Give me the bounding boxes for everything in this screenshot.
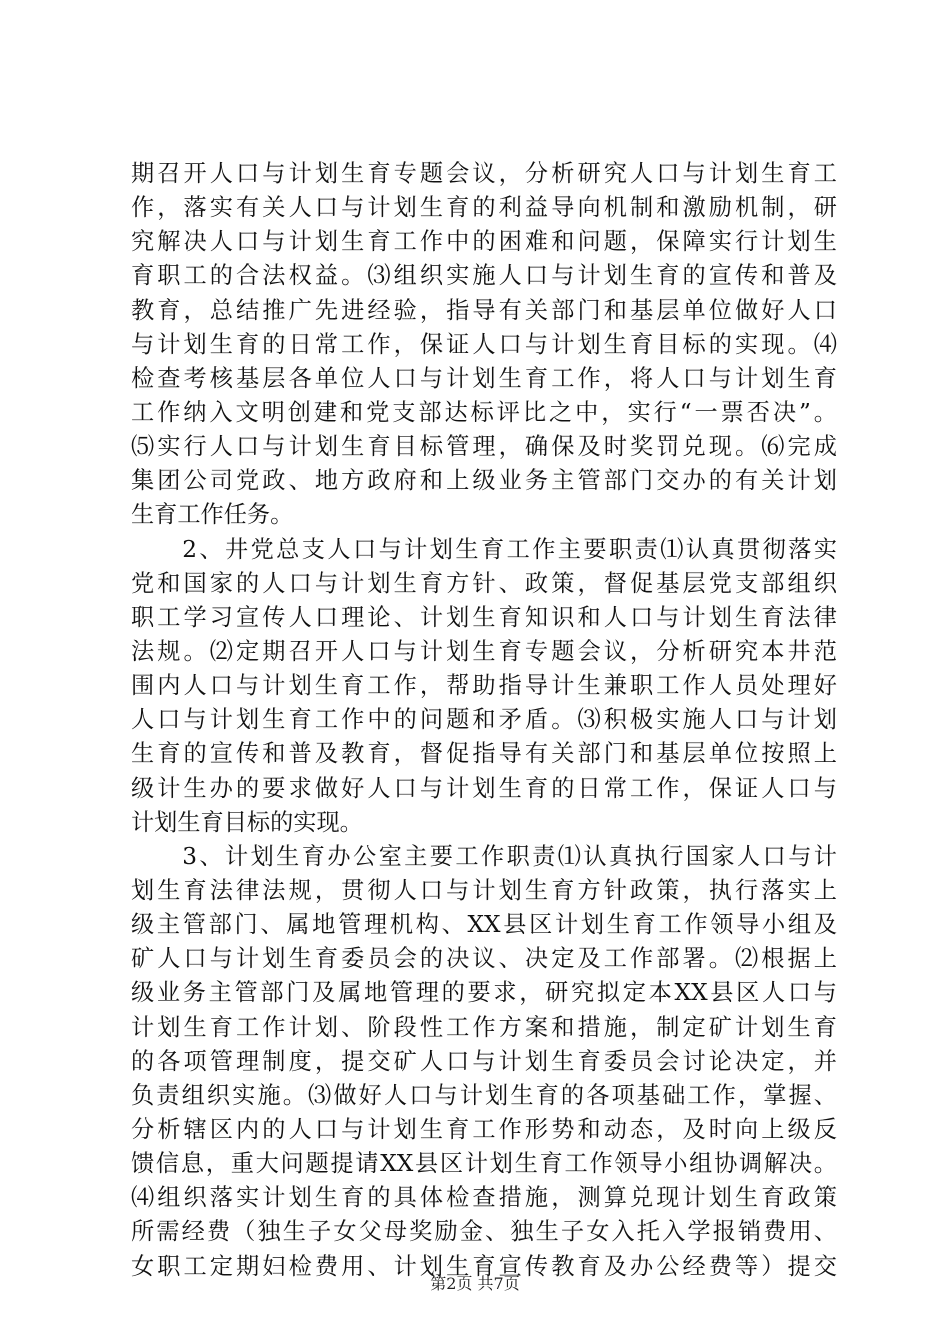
body-text [131, 157, 837, 1284]
text-line: 所需经费（独生子女父母奖励金、独生子女入托入学报销费用、 [131, 1218, 837, 1246]
text-line: 3、计划生育办公室主要工作职责⑴认真执行国家人口与计 [131, 842, 837, 870]
text-line: 人口与计划生育工作中的问题和矛盾。⑶积极实施人口与计划 [131, 706, 837, 734]
text-line: 检查考核基层各单位人口与计划生育工作，将人口与计划生育 [131, 364, 837, 392]
text-line: 职工学习宣传人口理论、计划生育知识和人口与计划生育法律 [131, 603, 837, 631]
text-line: 划生育法律法规，贯彻人口与计划生育方针政策，执行落实上 [131, 876, 837, 904]
text-line: 级主管部门、属地管理机构、XX县区计划生育工作领导小组及 [131, 911, 837, 939]
text-line: 馈信息，重大问题提请XX县区计划生育工作领导小组协调解决。 [131, 1150, 837, 1178]
page-footer: 第2页 共7页 [430, 1274, 520, 1293]
text-line: 围内人口与计划生育工作，帮助指导计生兼职工作人员处理好 [131, 672, 837, 700]
text-line: 生育的宣传和普及教育，督促指导有关部门和基层单位按照上 [131, 740, 837, 768]
text-line: ⑷组织落实计划生育的具体检查措施，测算兑现计划生育政策 [131, 1184, 837, 1212]
text-line: 与计划生育的日常工作，保证人口与计划生育目标的实现。⑷ [131, 330, 837, 358]
text-line: 分析辖区内的人口与计划生育工作形势和动态，及时向上级反 [131, 1115, 837, 1143]
text-line: 党和国家的人口与计划生育方针、政策，督促基层党支部组织 [131, 569, 837, 597]
text-line: ⑸实行人口与计划生育目标管理，确保及时奖罚兑现。⑹完成 [131, 433, 837, 461]
text-line: 集团公司党政、地方政府和上级业务主管部门交办的有关计划 [131, 467, 837, 495]
text-line: 级计生办的要求做好人口与计划生育的日常工作，保证人口与 [131, 774, 837, 802]
text-line: 究解决人口与计划生育工作中的困难和问题，保障实行计划生 [131, 228, 837, 256]
text-line: 生育工作任务。 [131, 501, 294, 529]
text-line: 工作纳入文明创建和党支部达标评比之中，实行“一票否决”。 [131, 398, 837, 426]
text-line: 矿人口与计划生育委员会的决议、决定及工作部署。⑵根据上 [131, 945, 837, 973]
text-line: 级业务主管部门及属地管理的要求，研究拟定本XX县区人口与 [131, 979, 837, 1007]
text-line: 负责组织实施。⑶做好人口与计划生育的各项基础工作，掌握、 [131, 1081, 837, 1109]
text-line: 作，落实有关人口与计划生育的利益导向机制和激励机制，研 [131, 194, 837, 222]
text-line: 教育，总结推广先进经验，指导有关部门和基层单位做好人口 [131, 296, 837, 324]
text-line: 2、井党总支人口与计划生育工作主要职责⑴认真贯彻落实 [131, 535, 837, 563]
text-line: 的各项管理制度，提交矿人口与计划生育委员会讨论决定，并 [131, 1047, 837, 1075]
text-line: 计划生育目标的实现。 [131, 808, 363, 836]
text-line: 育职工的合法权益。⑶组织实施人口与计划生育的宣传和普及 [131, 262, 837, 290]
text-line: 法规。⑵定期召开人口与计划生育专题会议，分析研究本井范 [131, 637, 837, 665]
text-line: 女职工定期妇检费用、计划生育宣传教育及办公经费等）提交 [131, 1252, 837, 1280]
text-line: 计划生育工作计划、阶段性工作方案和措施，制定矿计划生育 [131, 1013, 837, 1041]
text-line: 期召开人口与计划生育专题会议，分析研究人口与计划生育工 [131, 160, 837, 187]
